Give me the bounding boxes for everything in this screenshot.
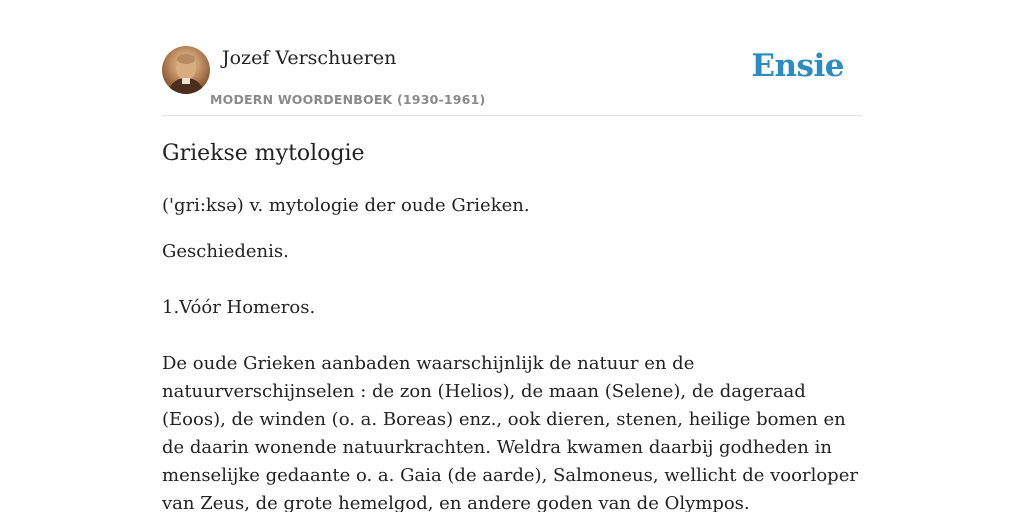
article-title: Griekse mytologie — [162, 141, 365, 166]
author-avatar[interactable] — [162, 46, 210, 94]
author-portrait-icon — [162, 46, 210, 94]
author-name[interactable]: Jozef Verschueren — [222, 47, 397, 69]
section-heading: Geschiedenis. — [162, 241, 289, 262]
definition-text: ('gri:ksə) v. mytologie der oude Grieken. — [162, 195, 530, 216]
subsection-heading: 1.Vóór Homeros. — [162, 297, 316, 318]
source-label[interactable]: MODERN WOORDENBOEK (1930-1961) — [210, 92, 486, 107]
ensie-logo[interactable]: Ensie — [751, 48, 844, 84]
article-content — [162, 138, 862, 512]
body-paragraph: De oude Grieken aanbaden waarschijnlijk de natuur en de natuurverschijnselen : de zon (Helios), de maan (Selene), de dageraad (Eoos), de winden (o. a. Boreas) enz., ook dieren, stenen, heilige bomen en de daarin wonende natuurkrachten. Weldra kwamen daarbij godheden in menselijke gedaante o. a. Gaia (de aarde), Salmoneus, wellicht de voorloper van Zeus, de grote hemelgod, en andere goden van de Olympos. — [162, 353, 858, 512]
article-header — [162, 46, 862, 116]
